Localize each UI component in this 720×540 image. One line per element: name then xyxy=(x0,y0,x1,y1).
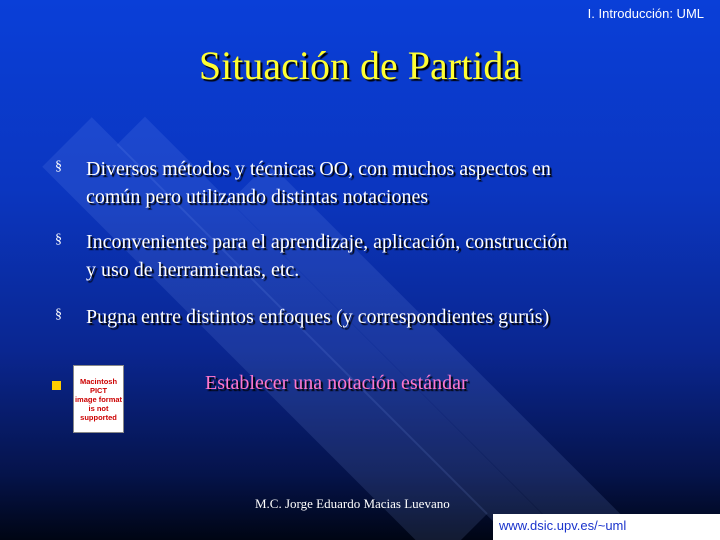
bullet-line: Pugna entre distintos enfoques (y correspondientes gurús) xyxy=(86,306,550,328)
footer-url: www.dsic.upv.es/~uml xyxy=(493,514,720,540)
bullet-text xyxy=(86,155,686,211)
bullet-line: Inconvenientes para el aprendizaje, aplicación, construcción xyxy=(86,231,568,253)
bullet-marker: § xyxy=(55,232,62,247)
bullet-marker: § xyxy=(55,159,62,174)
placeholder-line: Macintosh PICT xyxy=(79,376,118,395)
bullet-marker: § xyxy=(55,307,62,322)
placeholder-line: is not supported xyxy=(80,403,117,422)
bullet-text xyxy=(86,303,686,331)
footer-author: M.C. Jorge Eduardo Macias Luevano xyxy=(255,496,450,511)
placeholder-line: image format xyxy=(74,394,123,404)
section-header: I. Introducción: UML xyxy=(587,6,704,21)
square-bullet-marker xyxy=(52,381,61,390)
placeholder-text xyxy=(74,377,123,422)
bullet-line: Diversos métodos y técnicas OO, con muchos aspectos en xyxy=(86,158,551,180)
bullet-line: y uso de herramientas, etc. xyxy=(86,259,300,281)
slide-title: Situación de Partida xyxy=(198,43,522,88)
unsupported-image-placeholder xyxy=(73,365,124,433)
highlight-statement: Establecer una notación estándar xyxy=(205,372,468,394)
bullet-line: común pero utilizando distintas notaciones xyxy=(86,186,429,208)
bullet-text xyxy=(86,228,686,284)
